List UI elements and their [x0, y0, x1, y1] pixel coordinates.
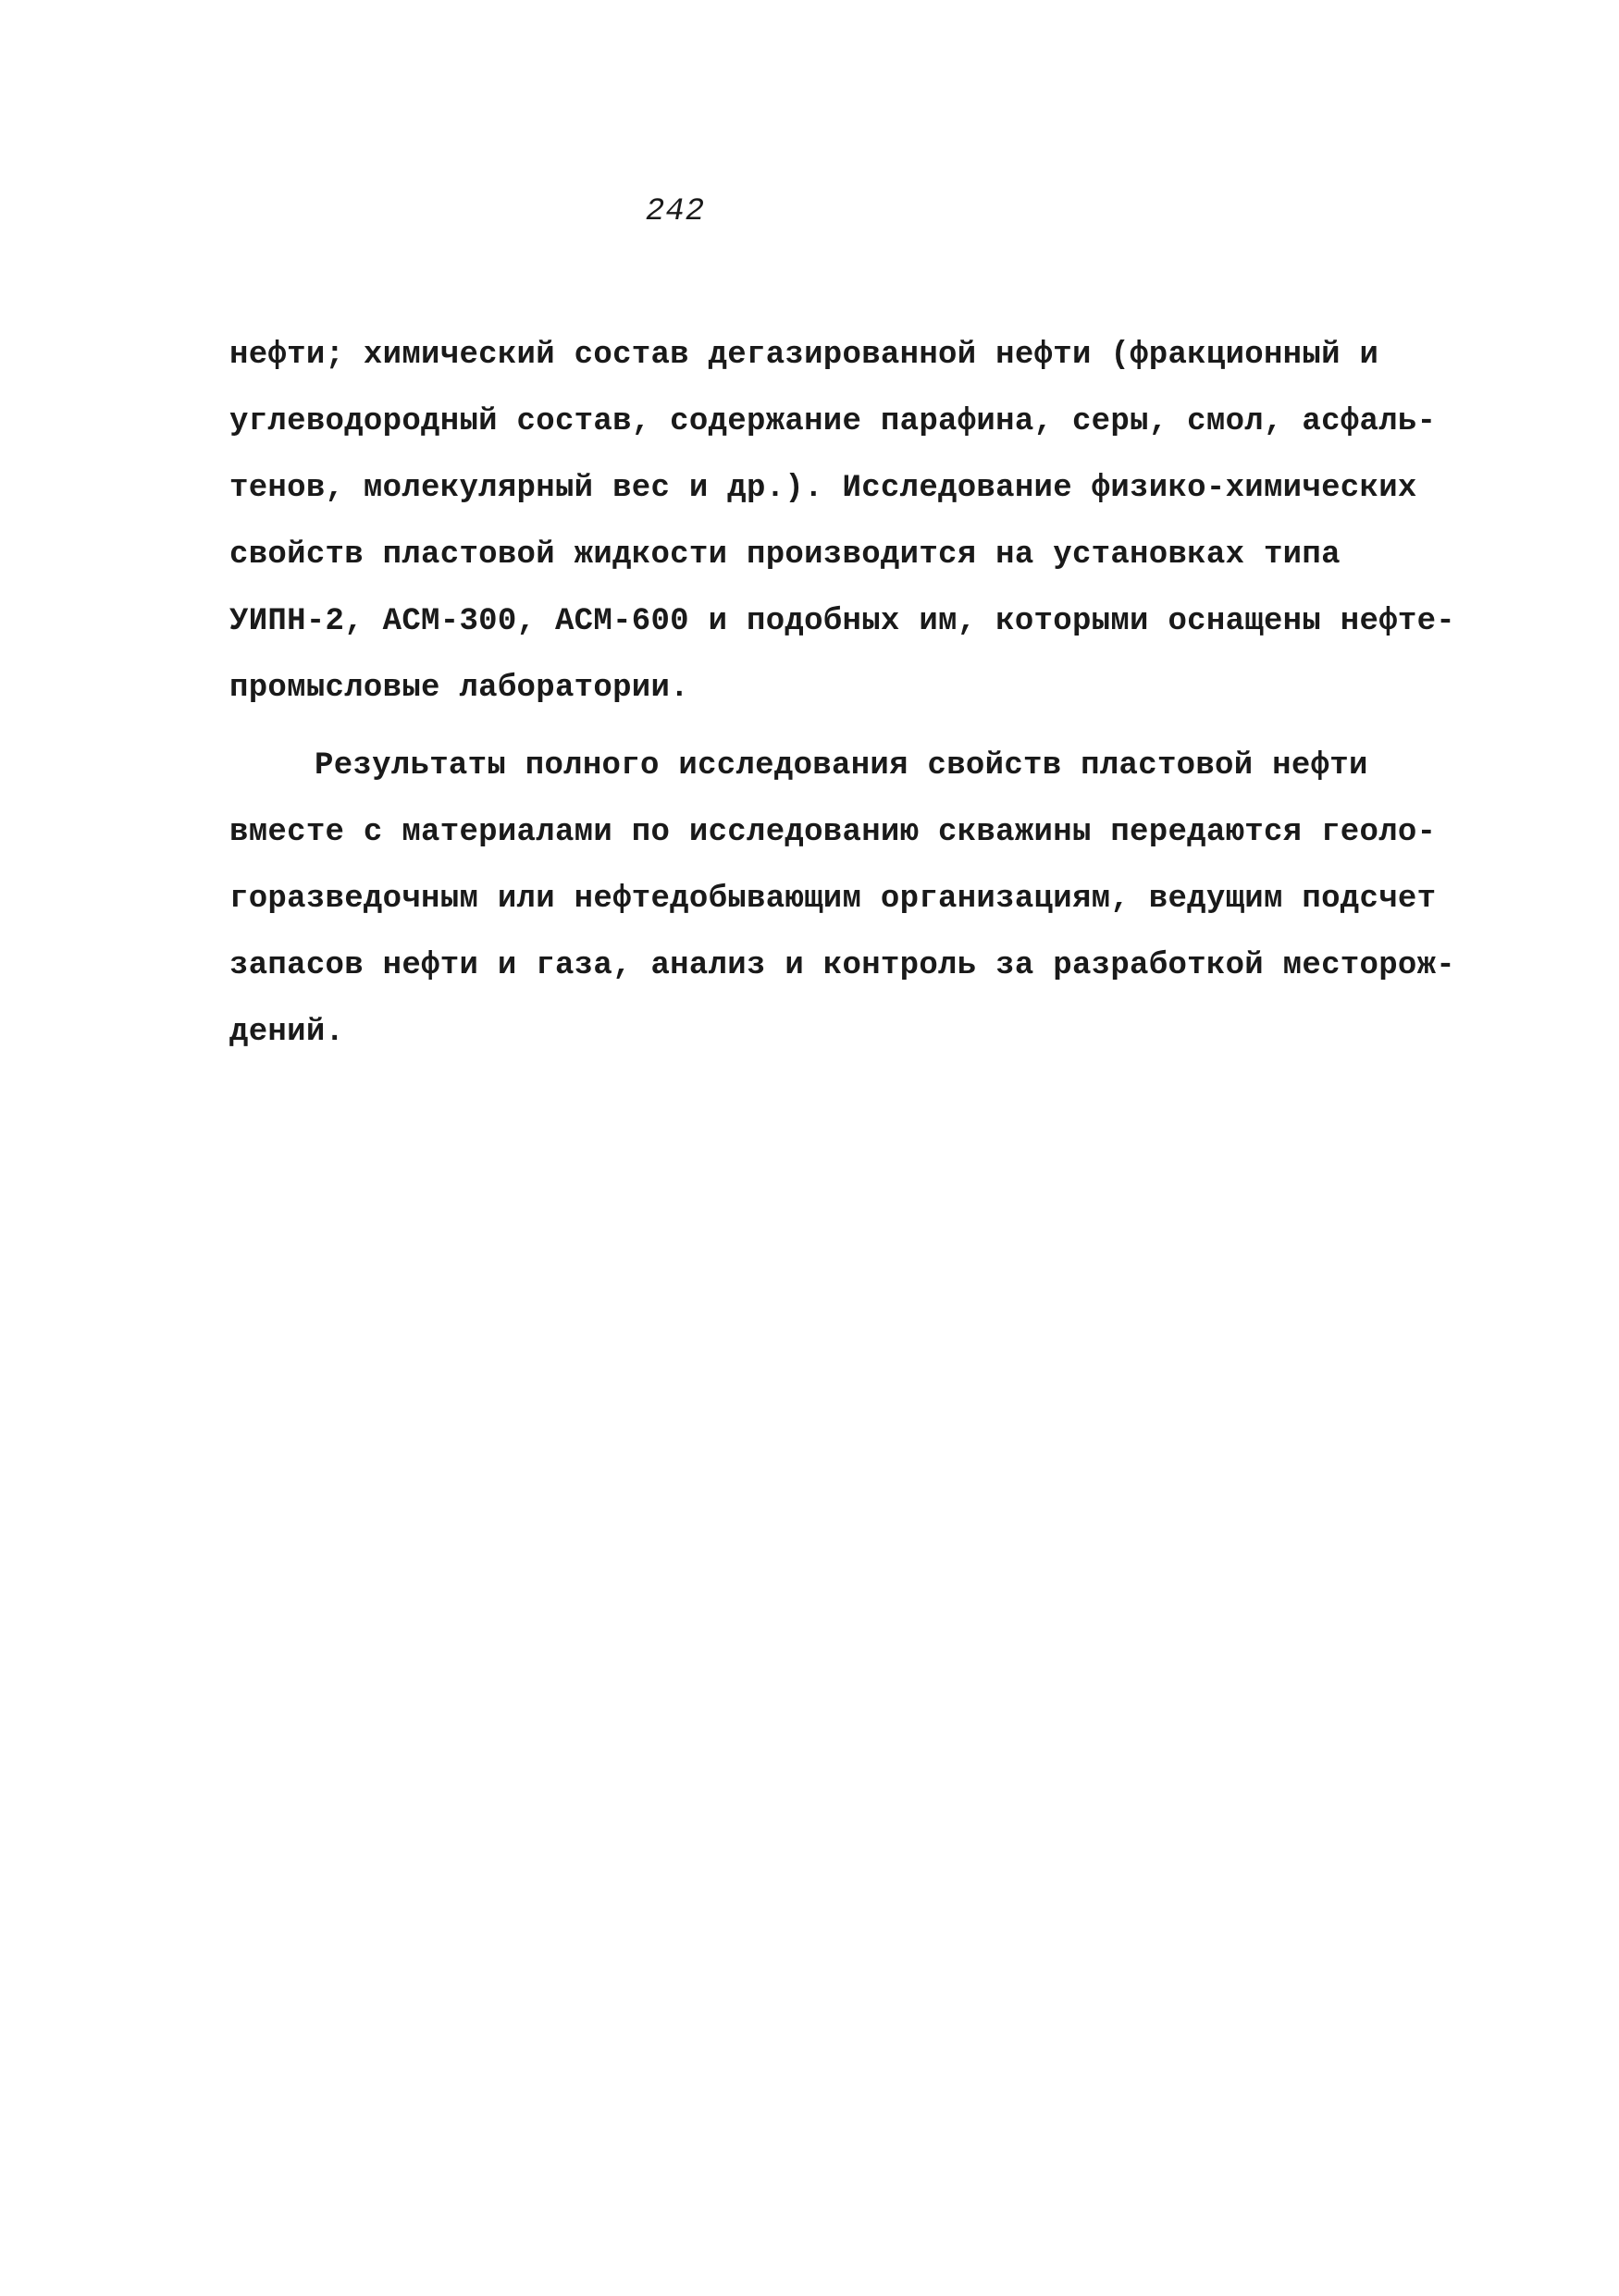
- paragraph-line: промысловые лаборатории.: [229, 671, 689, 706]
- paragraph-line: дений.: [229, 1015, 345, 1050]
- paragraph-line: горазведочным или нефтедобывающим организациям, ведущим подсчет: [229, 882, 1437, 917]
- paragraph-line: углеводородный состав, содержание парафина, серы, смол, асфаль-: [229, 404, 1437, 439]
- page-number: 242: [645, 194, 706, 229]
- paragraph-2: [229, 733, 1456, 1066]
- paragraph-line: тенов, молекулярный вес и др.). Исследование физико-химических: [229, 471, 1417, 506]
- paragraph-line: нефти; химический состав дегазированной нефти (фракционный и: [229, 338, 1379, 373]
- paragraph-line: вместе с материалами по исследованию скважины передаются геоло-: [229, 815, 1437, 850]
- body-text: [229, 322, 1456, 1066]
- paragraph-line: свойств пластовой жидкости производится на установках типа: [229, 537, 1341, 573]
- paragraph-line: запасов нефти и газа, анализ и контроль за разработкой месторож-: [229, 948, 1456, 983]
- paragraph-line: УИПН-2, АСМ-300, АСМ-600 и подобных им, которыми оснащены нефте-: [229, 604, 1456, 639]
- paragraph-1: [229, 322, 1456, 722]
- paragraph-gap: [229, 722, 1432, 733]
- paragraph-line: Результаты полного исследования свойств пластовой нефти: [315, 748, 1368, 784]
